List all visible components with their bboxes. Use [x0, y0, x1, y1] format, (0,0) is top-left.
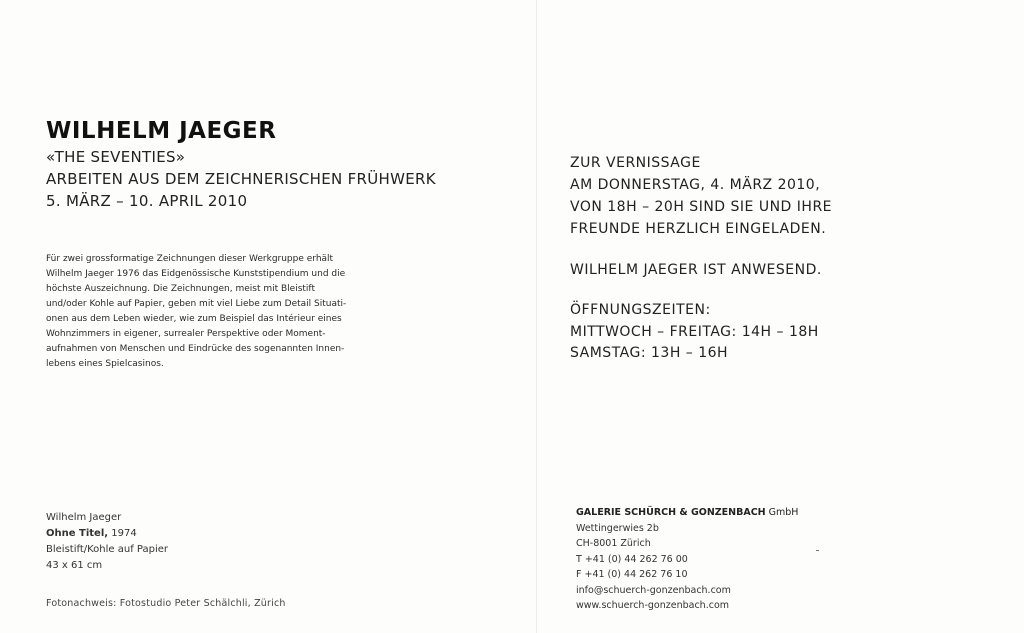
exhibition-subtitle: ARBEITEN AUS DEM ZEICHNERISCHEN FRÜHWERK	[46, 170, 436, 188]
gallery-name: GALERIE SCHÜRCH & GONZENBACH GmbH	[576, 507, 799, 518]
paragraph-line: Wohnzimmers in eigener, surrealer Perspektive oder Moment-	[46, 329, 326, 339]
gallery-website-link[interactable]: www.schuerch-gonzenbach.com	[576, 600, 730, 611]
caption-work	[46, 526, 168, 542]
invitation-line: VON 18H – 20H SIND SIE UND IHRE	[570, 199, 833, 215]
opening-hours-heading: ÖFFNUNGSZEITEN:	[570, 302, 711, 318]
caption-work-title: Ohne Titel,	[46, 528, 109, 539]
print-speck	[816, 550, 819, 551]
paragraph-line: aufnahmen von Menschen und Eindrücke des sogenannten Innen-	[46, 344, 345, 354]
paragraph-line: Für zwei grossformatige Zeichnungen dieser Werkgruppe erhält	[46, 254, 334, 264]
gallery-email-link[interactable]: info@schuerch-gonzenbach.com	[576, 584, 731, 596]
paragraph-line: onen aus dem Leben wieder, wie zum Beispiel das Intérieur eines	[46, 314, 342, 324]
paragraph-line: höchste Auszeichnung. Die Zeichnungen, meist mit Bleistift	[46, 284, 315, 294]
artwork-caption	[46, 510, 168, 574]
description-paragraph	[46, 252, 396, 372]
photo-credit: Fotonachweis: Fotostudio Peter Schälchli, Zürich	[46, 598, 286, 609]
paragraph-line: Wilhelm Jaeger 1976 das Eidgenössische Kunststipendium und die	[46, 269, 346, 279]
opening-hours-line: MITTWOCH – FREITAG: 14H – 18H	[570, 324, 819, 340]
artist-presence-note: WILHELM JAEGER IST ANWESEND.	[570, 262, 822, 278]
gallery-street: Wettingerwies 2b	[576, 522, 659, 534]
exhibition-title: «THE SEVENTIES»	[46, 148, 186, 166]
gallery-city: CH-8001 Zürich	[576, 538, 651, 549]
exhibition-dates: 5. MÄRZ – 10. APRIL 2010	[46, 192, 248, 210]
gallery-fax: F +41 (0) 44 262 76 10	[576, 569, 688, 580]
caption-work-year: 1974	[108, 528, 137, 539]
gallery-contact-block	[576, 505, 798, 614]
caption-artist: Wilhelm Jaeger	[46, 512, 122, 523]
invitation-line: AM DONNERSTAG, 4. MÄRZ 2010,	[570, 177, 821, 193]
caption-size: 43 x 61 cm	[46, 560, 103, 571]
artist-name-heading: WILHELM JAEGER	[46, 118, 277, 144]
opening-hours-line: SAMSTAG: 13H – 16H	[570, 345, 729, 361]
paragraph-line: lebens eines Spielcasinos.	[46, 359, 164, 369]
caption-medium: Bleistift/Kohle auf Papier	[46, 544, 169, 555]
invitation-line: FREUNDE HERZLICH EINGELADEN.	[570, 221, 827, 237]
invitation-line: ZUR VERNISSAGE	[570, 155, 701, 171]
card-fold-line	[536, 0, 537, 633]
paragraph-line: und/oder Kohle auf Papier, geben mit viel Liebe zum Detail Situati-	[46, 299, 347, 309]
gallery-phone: T +41 (0) 44 262 76 00	[576, 553, 688, 565]
